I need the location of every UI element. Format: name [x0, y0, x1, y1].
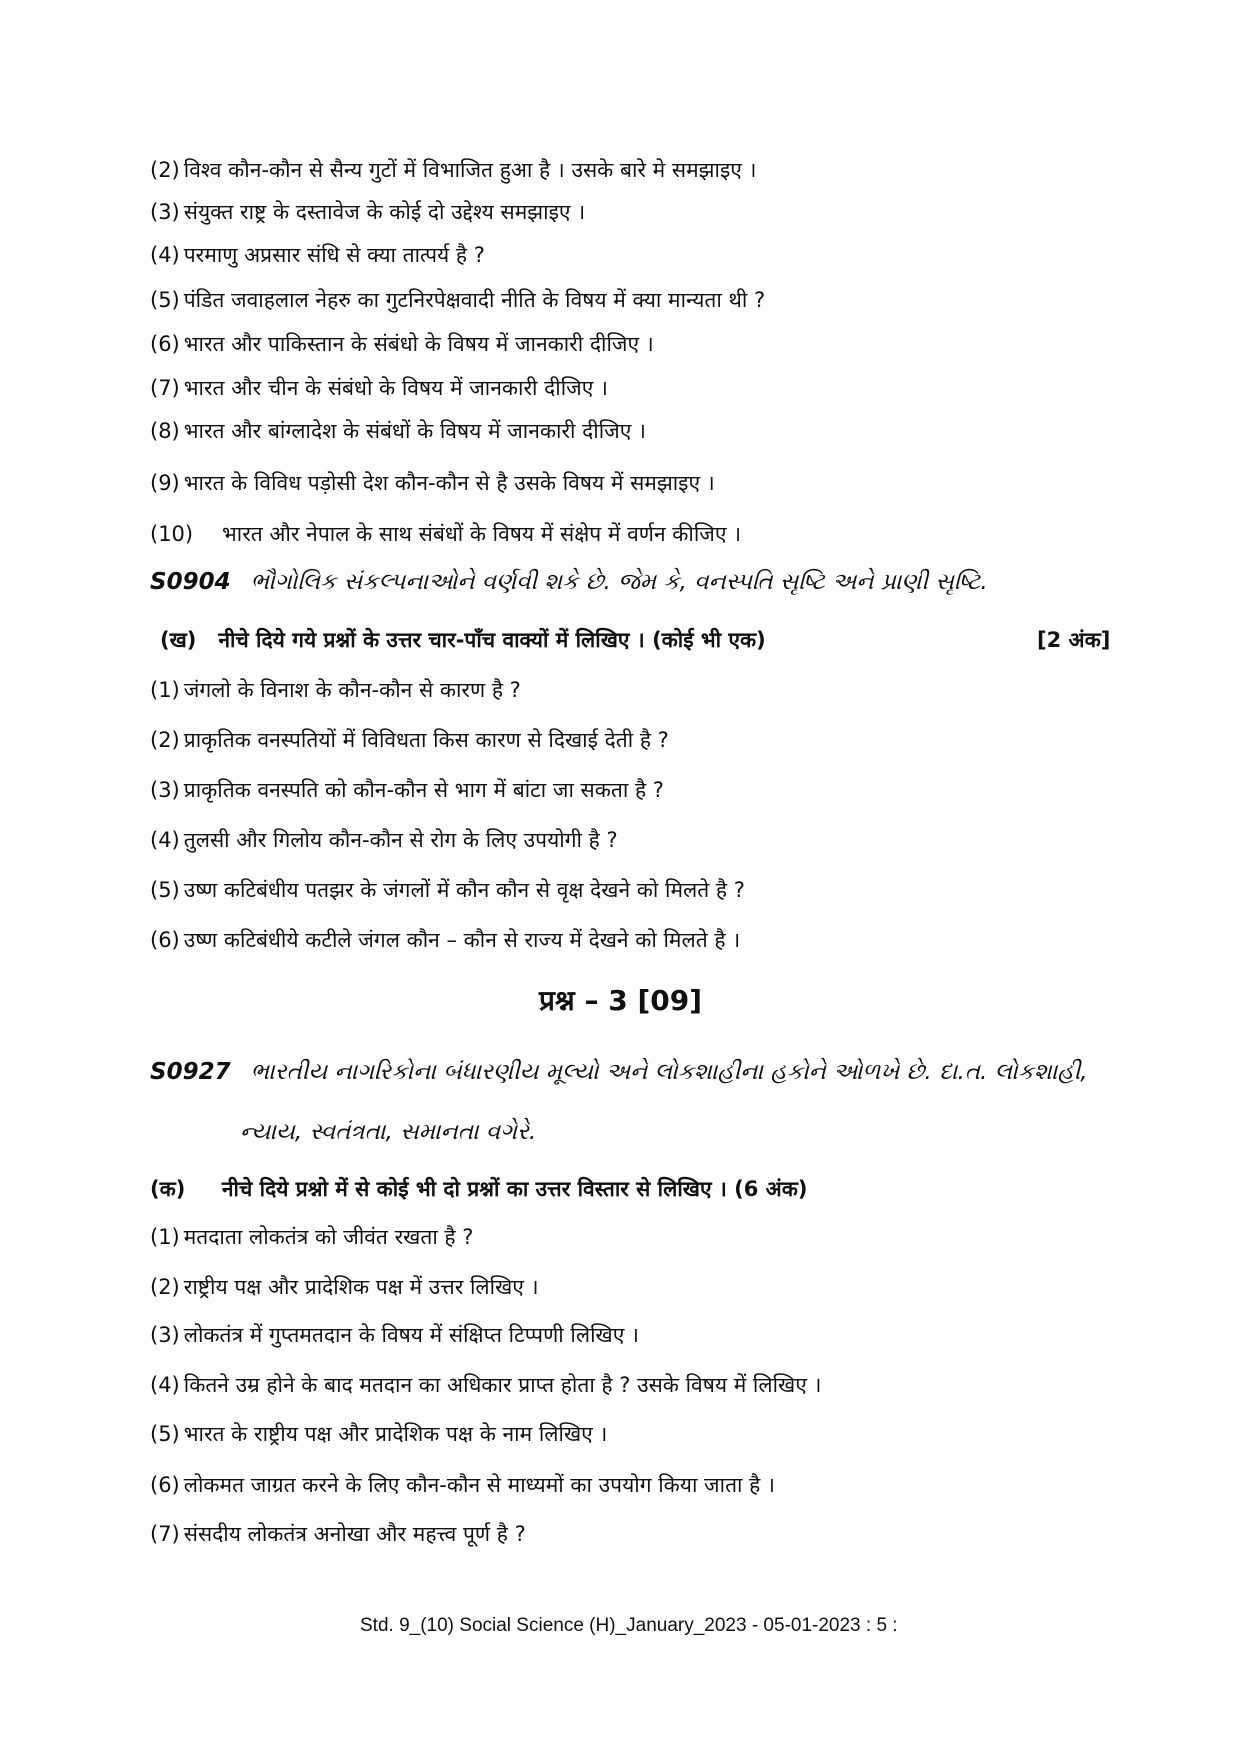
outcome-text-line-1: ભારતીય નાગરિકોના બંધારણીય મૂલ્યો અને લોકશાહીના હકોને ઓળખે છે. દા.ત. લોકશાહી, [250, 1059, 1088, 1085]
question-text: पंडित जवाहलाल नेहरु का गुटनिरपेक्षवादी नीति के विषय में क्या मान्यता थी ? [183, 288, 766, 312]
question-text: राष्ट्रीय पक्ष और प्रादेशिक पक्ष में उत्तर लिखिए । [183, 1275, 539, 1299]
question-item [150, 156, 757, 184]
question-text: कितने उम्र होने के बाद मतदान का अधिकार प्राप्त होता है ? उसके विषय में लिखिए । [183, 1373, 822, 1397]
question-item [150, 1420, 607, 1448]
question-number: (6) [150, 928, 180, 952]
question-number: (4) [150, 828, 180, 852]
question-text: उष्ण कटिबंधीये कटीले जंगल कौन – कौन से राज्य में देखने को मिलते है । [183, 928, 741, 952]
section-label: (ख) [160, 628, 197, 652]
question-text: संयुक्त राष्ट्र के दस्तावेज के कोई दो उद्देश्य समझाइए । [183, 200, 586, 224]
question-number: (4) [150, 1373, 180, 1397]
question-item [150, 241, 485, 269]
question-item [150, 1520, 526, 1548]
section-label: (क) [150, 1177, 186, 1201]
question-item [150, 876, 745, 904]
question-number: (1) [150, 678, 180, 702]
question-number: (1) [150, 1225, 180, 1249]
page-footer: Std. 9_(10) Social Science (H)_January_2023 - 05-01-2023 : 5 : [360, 1615, 898, 1636]
outcome-text: ભૌગોલિક સંકલ્પનાઓને વર્ણવી શકે છે. જેમ કે, વનસ્પતિ સૃષ્ટિ અને પ્રાણી સૃષ્ટિ. [250, 569, 988, 595]
question-text: लोकतंत्र में गुप्तमतदान के विषय में संक्षिप्त टिप्पणी लिखिए । [183, 1323, 639, 1347]
question-number: (8) [150, 419, 180, 443]
learning-outcome-s0927 [150, 1056, 1088, 1088]
question-number: (10) [150, 522, 194, 546]
question-text: प्राकृतिक वनस्पतियों में विविधता किस कारण से दिखाई देती है ? [183, 728, 669, 752]
question-text: प्राकृतिक वनस्पति को कौन-कौन से भाग में बांटा जा सकता है ? [183, 778, 664, 802]
section-instruction: नीचे दिये प्रश्नो में से कोई भी दो प्रश्नों का उत्तर विस्तार से लिखिए । (6 अंक) [221, 1177, 808, 1201]
question-number: (6) [150, 1473, 180, 1497]
question-item [150, 520, 741, 548]
question-number: (7) [150, 1522, 180, 1546]
question-number: (5) [150, 288, 180, 312]
question-item [150, 1471, 775, 1499]
question-number: (3) [150, 1323, 180, 1347]
question-item [150, 330, 654, 358]
question-text: विश्व कौन-कौन से सैन्य गुटों में विभाजित हुआ है । उसके बारे मे समझाइए । [183, 158, 757, 182]
learning-outcome-s0927-cont [240, 1116, 536, 1148]
question-number: (5) [150, 1422, 180, 1446]
question-item [150, 676, 521, 704]
question-number: (4) [150, 243, 180, 267]
question-item [150, 198, 585, 226]
question-item [150, 1273, 539, 1301]
outcome-text-line-2: ન્યાય, સ્વતંત્રતા, સમાનતા વગેરે. [240, 1119, 537, 1145]
question-text: भारत और पाकिस्तान के संबंधो के विषय में जानकारी दीजिए । [183, 332, 654, 356]
question-text: भारत के राष्ट्रीय पक्ष और प्रादेशिक पक्ष के नाम लिखिए । [183, 1422, 608, 1446]
question-text: भारत और चीन के संबंधो के विषय में जानकारी दीजिए । [183, 376, 609, 400]
question-text: परमाणु अप्रसार संधि से क्या तात्पर्य है ? [183, 243, 485, 267]
question-item [150, 826, 618, 854]
question-3-title: प्रश्न – 3 [09] [538, 984, 702, 1017]
outcome-code: S0927 [150, 1059, 231, 1085]
question-item [150, 417, 646, 445]
question-item [150, 286, 765, 314]
question-text: भारत और बांग्लादेश के संबंधों के विषय में जानकारी दीजिए । [183, 419, 647, 443]
question-number: (7) [150, 376, 180, 400]
question-item [150, 776, 664, 804]
question-number: (9) [150, 471, 180, 495]
question-text: जंगलो के विनाश के कौन-कौन से कारण है ? [183, 678, 521, 702]
outcome-code: S0904 [150, 569, 231, 595]
question-item [150, 1223, 473, 1251]
section-ka-heading [150, 1175, 807, 1203]
question-item [150, 374, 608, 402]
section-kha-heading [160, 626, 766, 654]
question-text: भारत के विविध पड़ोसी देश कौन-कौन से है उसके विषय में समझाइए । [183, 471, 715, 495]
section-instruction: नीचे दिये गये प्रश्नों के उत्तर चार-पाँच वाक्यों में लिखिए । (कोई भी एक) [218, 628, 766, 652]
question-number: (2) [150, 728, 180, 752]
question-item [150, 1371, 821, 1399]
question-number: (5) [150, 878, 180, 902]
question-number: (2) [150, 158, 180, 182]
question-text: भारत और नेपाल के साथ संबंधों के विषय में संक्षेप में वर्णन कीजिए । [222, 522, 742, 546]
question-item [150, 469, 715, 497]
question-text: तुलसी और गिलोय कौन-कौन से रोग के लिए उपयोगी है ? [183, 828, 618, 852]
question-text: मतदाता लोकतंत्र को जीवंत रखता है ? [183, 1225, 474, 1249]
question-number: (3) [150, 200, 180, 224]
question-item [150, 726, 669, 754]
question-text: उष्ण कटिबंधीय पतझर के जंगलों में कौन कौन से वृक्ष देखने को मिलते है ? [183, 878, 745, 902]
question-number: (2) [150, 1275, 180, 1299]
section-kha-marks: [2 अंक] [1037, 628, 1111, 652]
question-text: लोकमत जाग्रत करने के लिए कौन-कौन से माध्यमों का उपयोग किया जाता है । [183, 1473, 775, 1497]
question-number: (6) [150, 332, 180, 356]
question-text: संसदीय लोकतंत्र अनोखा और महत्त्व पूर्ण है ? [183, 1522, 526, 1546]
question-number: (3) [150, 778, 180, 802]
learning-outcome-s0904 [150, 566, 988, 598]
question-item [150, 926, 740, 954]
question-item [150, 1321, 639, 1349]
